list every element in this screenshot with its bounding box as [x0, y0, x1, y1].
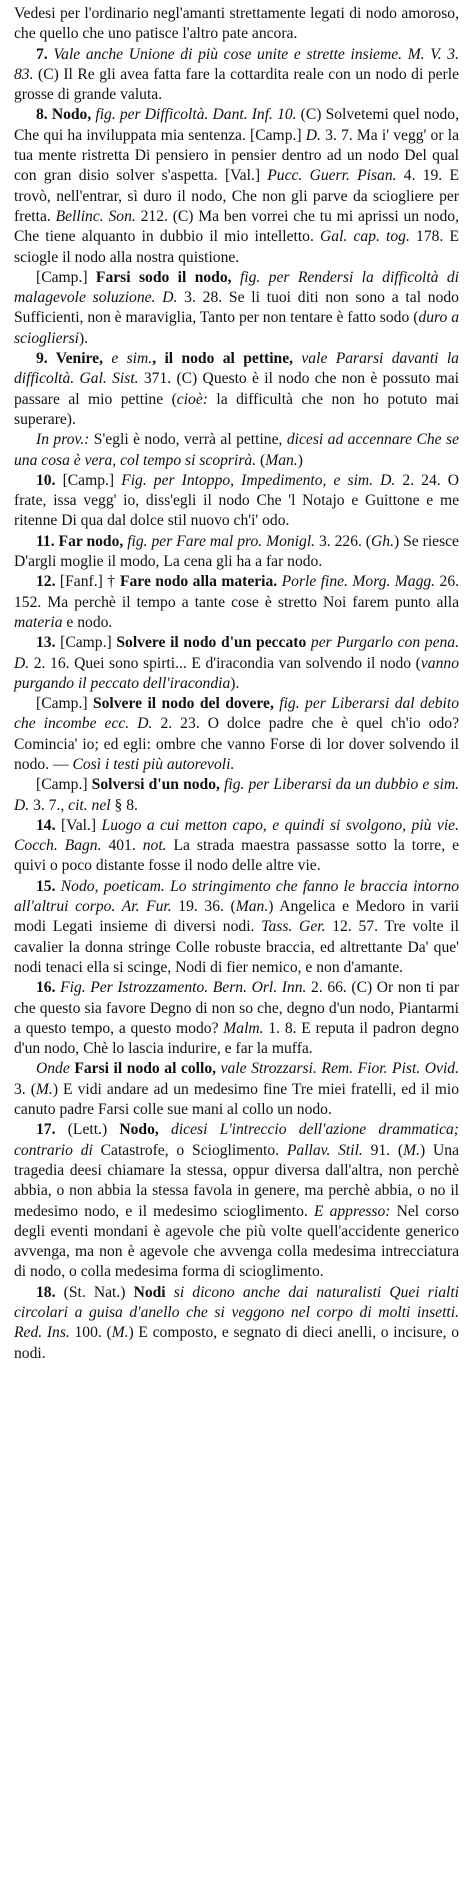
text-run: 371. (C) Questo è il nodo che non è possuto mai passare al mio pettine ( [14, 370, 459, 408]
text-run: Vedesi per l'ordinario negl'amanti strettamente legati di nodo amoroso, che quello che uno patisce l'altro pate ancora. [14, 5, 459, 43]
text-run: fig. per Difficoltà. Dant. Inf. 10. [95, 106, 297, 124]
text-run: 212. (C) Ma ben vorrei che tu mi aprissi un nodo, Che tiene alquanto in dubbio il mio intelletto. [14, 207, 459, 246]
text-run: In prov.: [36, 431, 90, 449]
text-run: 10. [36, 471, 56, 489]
text-run: 2. 16. Quei sono spirti... E d'iracondia van solvendo il nodo ( [29, 654, 421, 672]
text-run: Catastrofe, o Scioglimento. [92, 1141, 287, 1159]
text-run: [Camp.] [55, 471, 122, 489]
text-run: vale Pararsi davanti la difficoltà. Gal. Sist. [14, 350, 459, 388]
text-run: Onde [36, 1060, 75, 1078]
text-run: ) Se riesce D'argli moglie il modo, La cena gli ha a far nodo. [14, 532, 459, 571]
text-run: 14. [36, 816, 56, 834]
entry-paragraph [14, 572, 459, 633]
text-run: [Camp.] [36, 268, 96, 286]
entry-paragraph [14, 1283, 459, 1364]
text-run: duro a sciogliersi [14, 309, 459, 347]
text-run: cit. nel [68, 796, 111, 814]
text-run: fig. per Rendersi la difficoltà di malagevole soluzione. D. [14, 268, 459, 307]
text-run: M. [111, 1324, 129, 1342]
entry-paragraph [14, 877, 459, 978]
text-run: [Camp.] [36, 695, 93, 713]
entry-paragraph [14, 430, 459, 471]
text-run: [Camp.] [55, 634, 117, 652]
text-run: ( [256, 451, 266, 469]
entry-paragraph [14, 816, 459, 877]
text-run: D. [305, 126, 321, 144]
text-run: Farsi sodo il nodo, [95, 268, 240, 286]
text-run: 3. 226. ( [315, 532, 372, 550]
text-run: La strada maestra passasse sotto la torre, e quivi o poco distante fosse il nodo delle altre vie. [14, 837, 460, 875]
text-run: § 8. [110, 796, 138, 814]
text-run: 15. [36, 877, 61, 895]
text-run: 13. [36, 634, 56, 652]
text-run: ) [297, 451, 303, 469]
text-run: Nodi [133, 1283, 174, 1301]
entry-paragraph [14, 349, 459, 430]
text-run: S'egli è nodo, verrà al pettine, [89, 431, 287, 449]
text-run: e nodo. [62, 613, 113, 631]
text-run: M. [35, 1080, 53, 1098]
entry-paragraph [14, 268, 459, 349]
text-run: Porle fine. Morg. Magg. [281, 573, 436, 591]
text-run: Fare nodo alla materia. [119, 573, 282, 591]
text-run: , il nodo al pettine, [152, 350, 302, 368]
text-run: (Lett.) [55, 1121, 120, 1139]
entry-paragraph [14, 532, 459, 573]
entry-paragraph [14, 45, 459, 106]
text-run: 178. E sciogle il nodo alla nostra quistione. [14, 228, 459, 266]
entry-paragraph [14, 633, 459, 694]
text-run: Fig. per Intoppo, Impedimento, e sim. D. [121, 471, 396, 489]
text-run: 401. [101, 837, 143, 855]
text-run: 2. 66. (C) Or non ti par che questo sia favore Degno di non so che, degno d'un nodo, Piantarmi a questo tempo, a questo modo? [14, 979, 460, 1037]
text-run: fig. per Fare mal pro. Monigl. [127, 532, 316, 550]
text-run: 91. ( [362, 1141, 404, 1159]
text-run: la difficultà che non ho potuto mai superare). [14, 390, 459, 428]
text-run: Pallav. Stil. [286, 1141, 363, 1159]
text-run: ). [230, 674, 240, 692]
entry-paragraph [14, 694, 459, 775]
text-run: Man. [265, 451, 298, 469]
text-run: Nodo, [119, 1121, 172, 1139]
text-run: 3. 7. Ma i' vegg' or la tua mente ristretta Di pensiero in pensier dentro ad un nodo Del qual con gran disio solver s'aspetta. [Val.] [14, 126, 459, 185]
entry-paragraph [14, 471, 459, 532]
text-run: 2. 23. O dolce padre che è quel ch'io odo? Comincia' io; ed egli: ombre che vanno Forse di lor dover solvendo il nodo. — [14, 715, 459, 773]
text-run: vanno purgando il peccato dell'iracondia [14, 654, 459, 692]
text-run: Nodo, poeticam. Lo stringimento che fanno le braccia intorno all'altrui corpo. Ar. Fur. [14, 877, 460, 916]
text-run: Malm. [223, 1019, 264, 1037]
text-run: Farsi il nodo al collo, [74, 1060, 221, 1078]
text-run: Pucc. Guerr. Pisan. [267, 167, 397, 185]
text-run: (C) Solvetemi quel nodo, Che qui ha inviluppata mia sentenza. [Camp.] [14, 106, 459, 144]
text-run: dicesi L'intreccio dell'azione drammatica; contrario di [14, 1121, 459, 1159]
text-run: 18. [36, 1283, 56, 1301]
text-run: Solversi d'un nodo, [91, 776, 225, 794]
text-run: Solvere il nodo d'un peccato [116, 634, 311, 652]
text-run: Così i testi più autorevoli. [72, 755, 235, 773]
text-run: Nel corso degli eventi mondani è agevole che più volte quell'accidente generico avvenga, ma non è agevole che avvenga colla medesima intrecciatura di nodo, o colla medesima forma di scioglimento. [14, 1202, 459, 1281]
text-run: fig. per Liberarsi dal debito che incombe ecc. D. [14, 695, 460, 733]
text-run: dicesi ad accennare Che se una cosa è vera, col tempo si scoprirà. [14, 431, 459, 469]
text-run: E appresso: [313, 1202, 391, 1220]
text-run: 1. 8. E reputa il padron degno d'un nodo, Chè lo lascia indurire, e far la muffa. [14, 1019, 459, 1058]
text-run: 11. Far nodo, [36, 532, 128, 550]
text-run: 12. [36, 573, 56, 591]
text-run: si dicono anche dai naturalisti Quei rialti circolari a guisa d'anello che si veggono nel corpo di molti insetti. Red. Ins. [14, 1283, 459, 1342]
entry-paragraph [14, 1120, 459, 1282]
text-run: Fig. Per Istrozzamento. Bern. Orl. Inn. [60, 979, 307, 997]
entry-paragraph [14, 4, 459, 45]
text-run: cioè: [176, 390, 208, 408]
text-run: Gh. [371, 532, 394, 550]
text-run: Luogo a cui metton capo, e quindi si svolgono, più vie. Cocch. Bagn. [14, 816, 459, 855]
text-run: 17. [36, 1121, 56, 1139]
text-run: Tass. Ger. [261, 918, 326, 936]
entry-paragraph [14, 105, 459, 267]
entry-paragraph [14, 978, 459, 1059]
text-run: 26. 152. Ma perchè il tempo a tante cose è stretto Noi farem punto alla [14, 573, 460, 611]
text-run: not. [142, 837, 167, 855]
text-run: Bellinc. Son. [55, 207, 136, 225]
text-run: 3. 28. Se li tuoi diti non sono a tal nodo Sufficienti, non è maraviglia, Tanto per non tentare è fatto sodo ( [14, 289, 459, 327]
text-run: ) Angelica e Medoro in varii modi Legati insieme di diversi nodi. [14, 898, 459, 936]
text-run: per Purgarlo con pena. D. [14, 634, 459, 672]
text-run: 8. Nodo, [36, 106, 96, 124]
text-run: ) E vidi andare ad un medesimo fine Tre miei fratelli, ed il mio canuto padre Farsi colle sue mani al collo un nodo. [14, 1080, 459, 1119]
text-run: vale Strozzarsi. Rem. Fior. Pist. Ovid. [220, 1060, 459, 1078]
entry-paragraph [14, 1059, 459, 1120]
text-run: [Fanf.] † [55, 573, 120, 591]
text-run: e sim. [111, 350, 153, 368]
text-run: 3. 7., [29, 796, 69, 814]
entry-paragraph [14, 775, 459, 816]
text-run: ) E composto, e segnato di dieci anelli, o incisure, o nodi. [14, 1324, 460, 1362]
text-run: materia [14, 613, 63, 631]
text-run: 100. ( [69, 1324, 112, 1342]
text-run: ) Una tragedia deesi chiamare la stessa, oppur diversa dall'altra, non perchè abbia, o non abbia la stessa favola in genere, ma perchè abbia, o no il medesimo nodo, e il medesimo scioglimento. [14, 1141, 460, 1220]
text-run: Gal. cap. tog. [320, 228, 410, 246]
text-run: (C) Il Re gli avea fatta fare la cottardita reale con un nodo di perle grosse di grande valuta. [14, 65, 459, 104]
text-run: 9. Venire, [36, 350, 112, 368]
text-run: Vale anche Unione di più cose unite e strette insieme. M. V. 3. 83. [14, 45, 460, 83]
text-run: 12. 57. Tre volte il cavalier la donna stringe Colle robuste braccia, ed altrettante Da' que' nodi tenaci ella si scinge, Nodi di fier nemico, e non d'amante. [14, 918, 459, 976]
text-run: [Camp.] [36, 776, 92, 794]
text-run: Solvere il nodo del dovere, [92, 695, 280, 713]
text-run: 3. ( [14, 1080, 36, 1098]
text-run: ). [78, 329, 89, 347]
text-run: fig. per Liberarsi da un dubbio e sim. D. [14, 776, 460, 814]
text-run: Man. [235, 898, 269, 916]
text-run: 2. 24. O frate, issa vegg' io, diss'egli il nodo Che 'l Notajo e Guittone e me ritenne Di qua dal dolce stil nuovo ch'i' odo. [14, 471, 459, 530]
text-run: [Val.] [55, 816, 102, 834]
text-run: M. [403, 1141, 421, 1159]
text-run: 16. [36, 979, 61, 997]
text-run: 4. 19. E trovò, nell'entrar, sì duro il nodo, Che non gli parve da sciogliere per fretta. [14, 167, 459, 225]
text-run: 7. [36, 45, 54, 63]
text-run: 19. 36. ( [171, 898, 236, 916]
text-run: (St. Nat.) [55, 1283, 134, 1301]
